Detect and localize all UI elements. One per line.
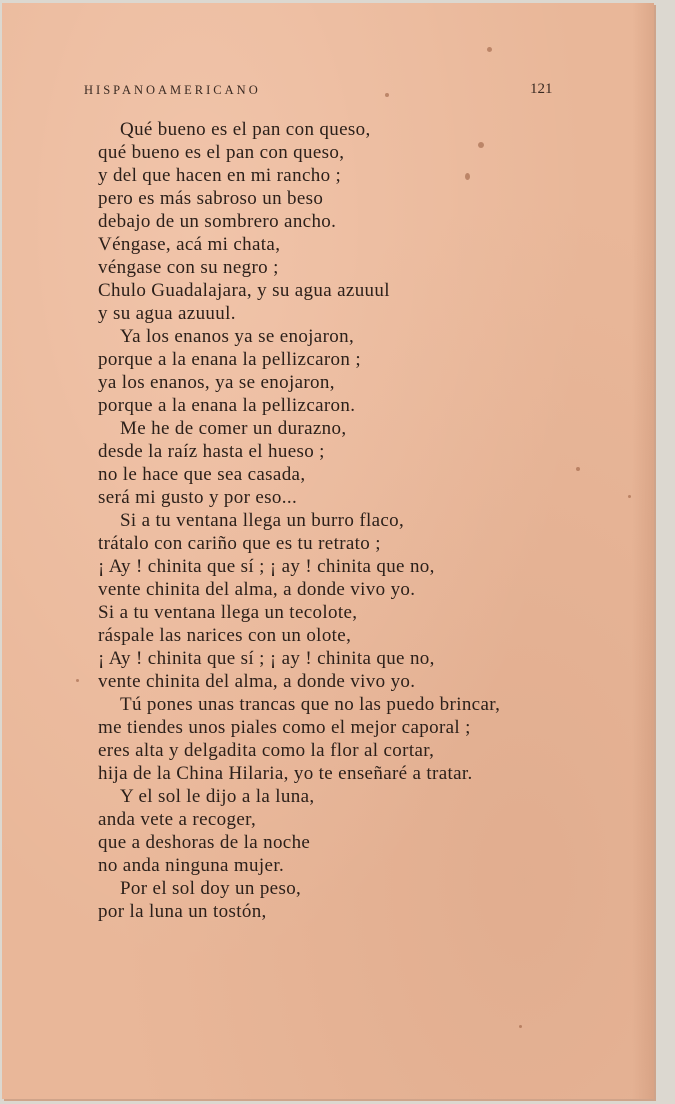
poem-line: Tú pones unas trancas que no las puedo brincar, xyxy=(120,694,501,715)
poem-line: que a deshoras de la noche xyxy=(98,832,311,853)
poem-line: Chulo Guadalajara, y su agua azuuul xyxy=(98,280,390,301)
running-head: HISPANOAMERICANO xyxy=(84,83,261,97)
foxing-spot xyxy=(628,495,631,498)
poem-line: y su agua azuuul. xyxy=(98,303,236,324)
poem-line: ráspale las narices con un olote, xyxy=(98,625,352,646)
poem-line: vente chinita del alma, a donde vivo yo. xyxy=(98,579,416,600)
poem-line: me tiendes unos piales como el mejor caporal ; xyxy=(98,717,471,738)
poem-line: porque a la enana la pellizcaron ; xyxy=(98,349,361,370)
book-page xyxy=(2,3,654,1099)
foxing-spot xyxy=(465,173,470,180)
poem-line: desde la raíz hasta el hueso ; xyxy=(98,441,325,462)
poem-line: anda vete a recoger, xyxy=(98,809,257,830)
poem-line: porque a la enana la pellizcaron. xyxy=(98,395,356,416)
poem-line: qué bueno es el pan con queso, xyxy=(98,142,345,163)
poem-line: Si a tu ventana llega un burro flaco, xyxy=(120,510,405,531)
poem-line: Véngase, acá mi chata, xyxy=(98,234,281,255)
poem-line: Si a tu ventana llega un tecolote, xyxy=(98,602,358,623)
poem-line: véngase con su negro ; xyxy=(98,257,279,278)
poem-line: eres alta y delgadita como la flor al cortar, xyxy=(98,740,435,761)
poem-line: Qué bueno es el pan con queso, xyxy=(120,119,371,140)
poem-line: ya los enanos, ya se enojaron, xyxy=(98,372,335,393)
poem-line: pero es más sabroso un beso xyxy=(98,188,324,209)
poem-line: debajo de un sombrero ancho. xyxy=(98,211,337,232)
poem-line: Ya los enanos ya se enojaron, xyxy=(120,326,355,347)
page-edge-shadow xyxy=(632,3,654,1099)
poem-line: por la luna un tostón, xyxy=(98,901,267,922)
poem-line: no anda ninguna mujer. xyxy=(98,855,285,876)
poem-line: trátalo con cariño que es tu retrato ; xyxy=(98,533,381,554)
foxing-spot xyxy=(576,467,580,471)
poem-line: no le hace que sea casada, xyxy=(98,464,306,485)
poem-line: Por el sol doy un peso, xyxy=(120,878,302,899)
poem-line: Y el sol le dijo a la luna, xyxy=(120,786,315,807)
foxing-spot xyxy=(385,93,389,97)
poem-line: hija de la China Hilaria, yo te enseñaré a tratar. xyxy=(98,763,473,784)
poem-line: vente chinita del alma, a donde vivo yo. xyxy=(98,671,416,692)
foxing-spot xyxy=(478,142,484,148)
page-number: 121 xyxy=(530,81,553,97)
foxing-spot xyxy=(519,1025,522,1028)
poem-line: ¡ Ay ! chinita que sí ; ¡ ay ! chinita que no, xyxy=(98,556,435,577)
poem-line: Me he de comer un durazno, xyxy=(120,418,347,439)
poem-line: será mi gusto y por eso... xyxy=(98,487,298,508)
foxing-spot xyxy=(487,47,492,52)
poem-line: y del que hacen en mi rancho ; xyxy=(98,165,342,186)
poem-line: ¡ Ay ! chinita que sí ; ¡ ay ! chinita que no, xyxy=(98,648,435,669)
foxing-spot xyxy=(76,679,79,682)
